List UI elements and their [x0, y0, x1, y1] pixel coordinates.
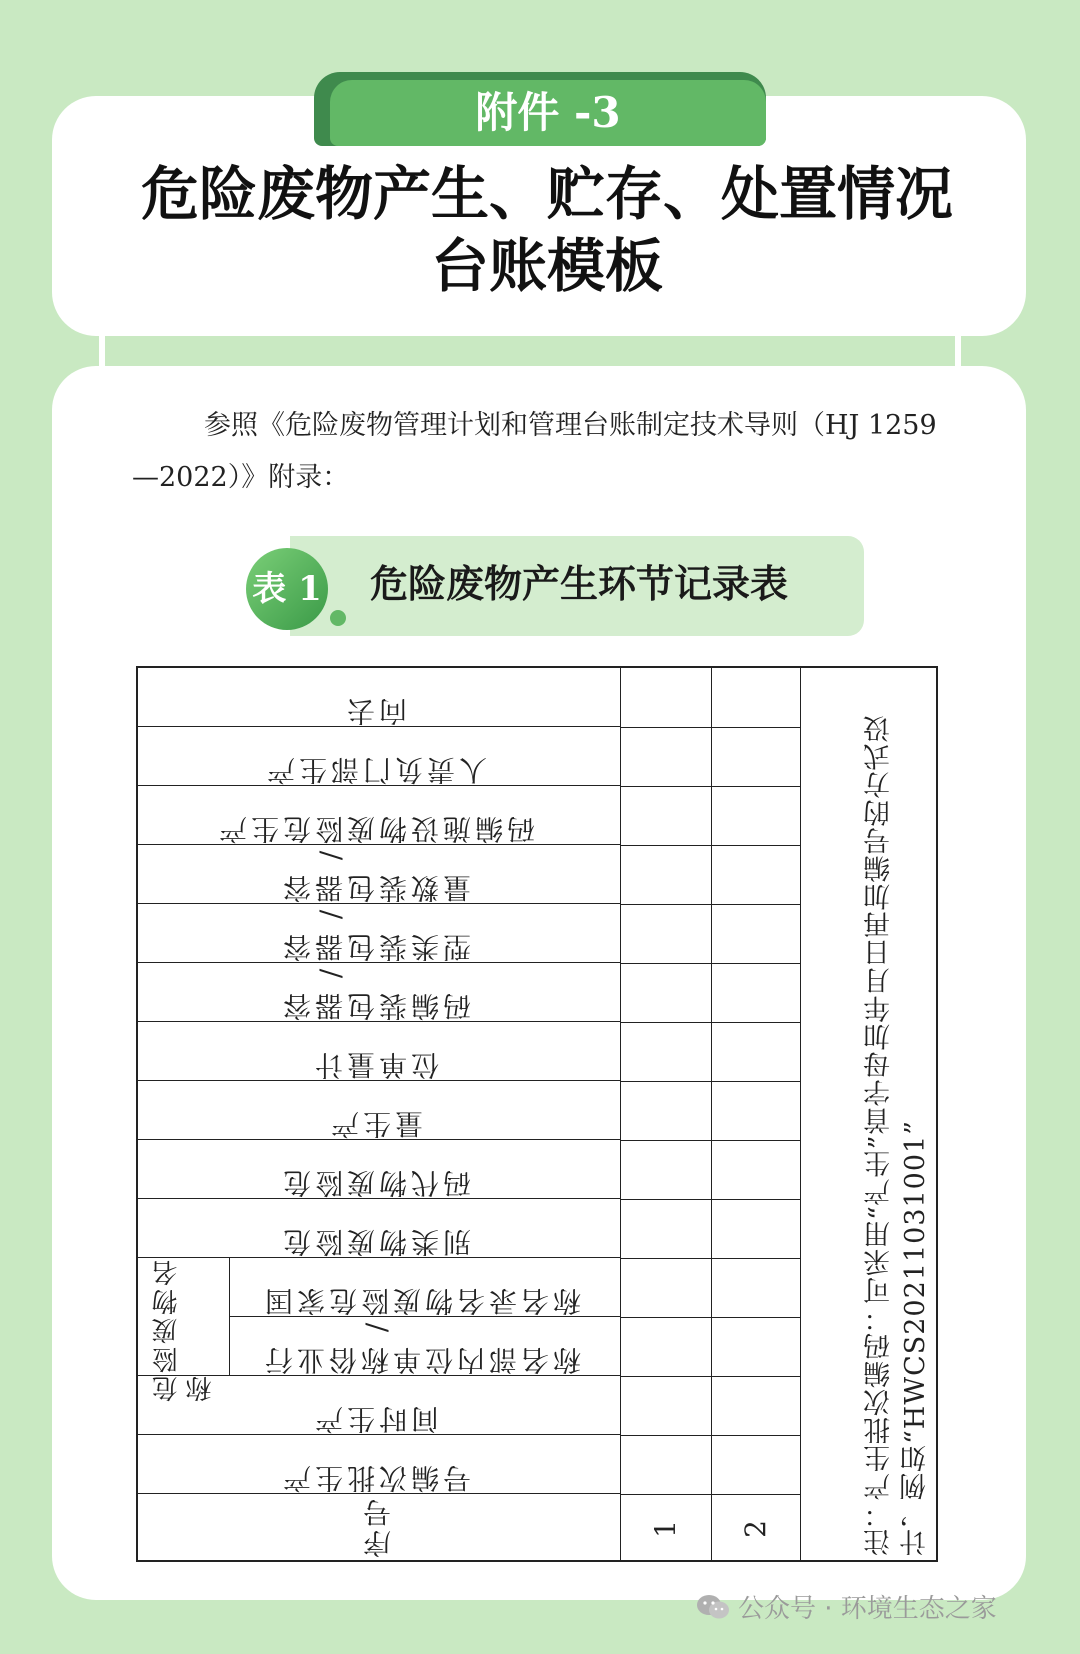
header-label: 计量单位: [314, 1049, 443, 1080]
row-number-text: 2: [738, 1516, 772, 1538]
column-divider: [800, 668, 801, 1560]
watermark-text: 公众号 · 环境生态之家: [738, 1594, 997, 1624]
intro-paragraph: 参照《危险废物管理计划和管理台账制定技术导则（HJ 1259—2022）》附录：: [132, 410, 937, 493]
header-label: 容器 / 包装类型: [282, 906, 475, 962]
badge-dot: [330, 610, 346, 626]
header-cell-destination: [138, 668, 620, 727]
row-number-text: 1: [648, 1516, 682, 1538]
header-label: 去向: [346, 695, 411, 726]
header-label: 危险废物代码: [282, 1167, 475, 1198]
header-cell-container-code: [138, 963, 620, 1022]
title-line-2: 台账模板: [430, 232, 663, 300]
appendix-tab: 附件 -3: [330, 80, 766, 146]
header-cell-batch-no: [138, 1435, 620, 1494]
row-divider: [620, 1435, 800, 1436]
header-label: 危险废物类别: [282, 1226, 475, 1257]
row-divider: [620, 1376, 800, 1377]
column-divider: [711, 668, 712, 1560]
header-cell-facility-code: [138, 786, 620, 845]
title-line-1: 危险废物产生、贮存、处置情况: [140, 160, 953, 228]
row-divider: [620, 1140, 800, 1141]
header-label: 国家危险废物名录名称: [264, 1285, 585, 1316]
header-label: 产生部门负责人: [266, 754, 491, 785]
table-number-badge: 表 1: [246, 548, 328, 630]
header-cell-amount: [138, 1081, 620, 1140]
header-label: 产生危险废物设施编码: [218, 813, 539, 844]
header-cell-serial: [138, 1494, 620, 1560]
column-divider: [620, 668, 621, 1560]
row-divider: [620, 1081, 800, 1082]
header-label: 危险废物名称: [151, 1256, 216, 1402]
header-label: 容器 / 包装数量: [282, 847, 475, 903]
table-note: 注：产生批次编码：可采用“产生”首字母加年月日再加编号的方式设计，例如“HWCS20211031001”: [864, 714, 931, 1556]
header-cell-common-name: [230, 1317, 620, 1376]
header-label: 序号: [362, 1496, 395, 1558]
row-divider: [620, 1317, 800, 1318]
header-cell-waste-code: [138, 1140, 620, 1199]
header-label: 产生批次编号: [282, 1462, 475, 1493]
header-label: 产生量: [330, 1108, 427, 1139]
header-label: 容器 / 包装编码: [282, 965, 475, 1021]
header-cell-national-name: [230, 1258, 620, 1317]
header-cell-container-type: [138, 904, 620, 963]
record-table: [136, 666, 938, 1562]
header-cell-waste-name-group: [138, 1256, 230, 1402]
row-divider: [620, 1258, 800, 1259]
row-divider: [620, 1022, 800, 1023]
header-label: 行业俗称 / 单位内部名称: [264, 1319, 585, 1375]
row-divider: [620, 904, 800, 905]
header-cell-unit: [138, 1022, 620, 1081]
row-divider: [620, 727, 800, 728]
header-cell-container-qty: [138, 845, 620, 904]
row-number-2: [711, 1494, 800, 1560]
row-number-1: [620, 1494, 711, 1560]
row-divider: [620, 786, 800, 787]
header-cell-time: [138, 1376, 620, 1435]
table-title: 危险废物产生环节记录表: [370, 562, 789, 606]
watermark: [696, 1588, 997, 1625]
header-cell-dept-head: [138, 727, 620, 786]
connector-left-top-dot: [94, 288, 110, 304]
row-divider: [620, 1199, 800, 1200]
header-label: 产生时间: [314, 1403, 443, 1434]
row-divider: [620, 845, 800, 846]
page-title: [60, 158, 1034, 302]
connector-right-top-dot: [950, 288, 966, 304]
wechat-icon: [696, 1594, 730, 1620]
row-divider: [620, 963, 800, 964]
